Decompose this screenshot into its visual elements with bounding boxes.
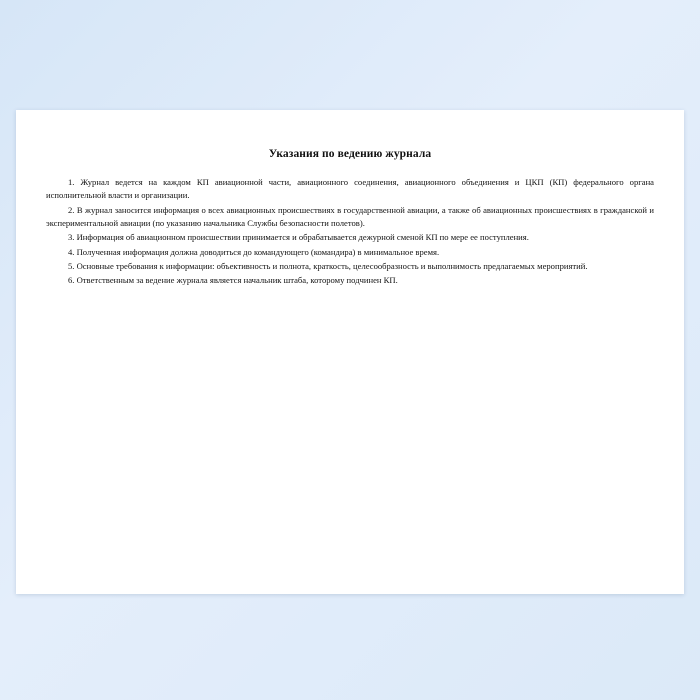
document-paragraph: 4. Полученная информация должна доводиться до командующего (командира) в минимальное время. — [68, 246, 440, 257]
document-content — [16, 110, 684, 288]
document-paragraph: 6. Ответственным за ведение журнала является начальник штаба, которому подчинен КП. — [68, 275, 398, 286]
document-paragraph: 1. Журнал ведется на каждом КП авиационной части, авиационного соединения, авиационного объединения и ЦКП (КП) федерального органа исполнительной власти и организации. — [46, 177, 654, 201]
page-title: Указания по ведению журнала — [268, 148, 432, 160]
document-paragraph: 3. Информация об авиационном происшествии принимается и обрабатывается дежурной сменой КП по мере ее поступления. — [68, 232, 529, 243]
document-paragraph: 2. В журнал заносится информация о всех авиационных происшествиях в государственной авиации, а также об авиационных происшествиях в гражданской и экспериментальной авиации (по указанию начальника Службы безопасности полетов). — [46, 204, 654, 228]
document-body — [46, 176, 654, 288]
document-page — [16, 110, 684, 594]
document-paragraph: 5. Основные требования к информации: объективность и полнота, краткость, целесообразность и выполнимость предлагаемых мероприятий. — [68, 260, 588, 271]
